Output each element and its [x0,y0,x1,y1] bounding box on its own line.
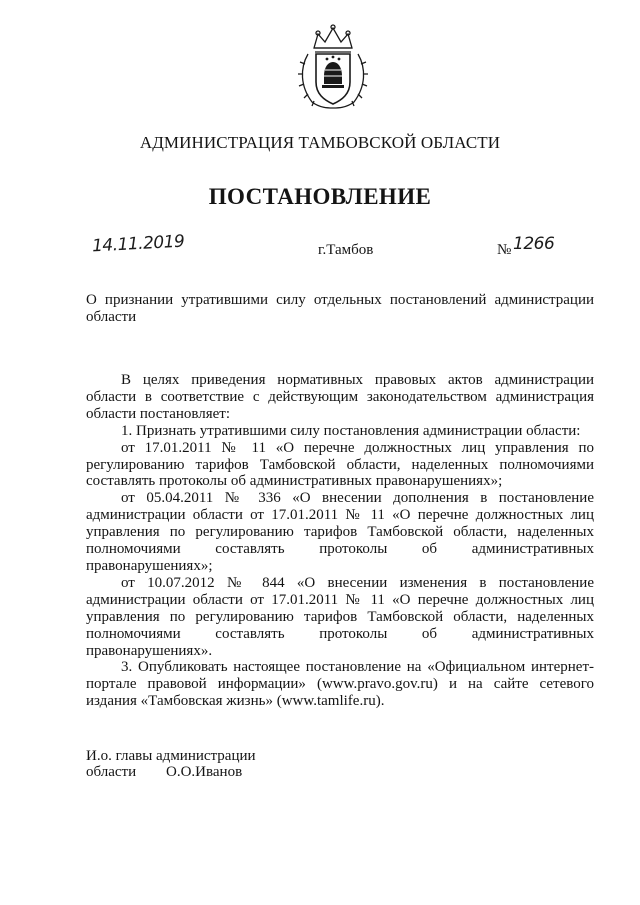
body-paragraph: 1. Признать утратившими силу постановления администрации области: [121,422,581,439]
signature-block [86,748,256,780]
body-paragraph: В целях приведения нормативных правовых актов администрации области в соответствие с действующим законодательством администрация области постановляет: [86,372,594,422]
organization-title: АДМИНИСТРАЦИЯ ТАМБОВСКОЙ ОБЛАСТИ [139,133,501,152]
coat-of-arms-icon [294,24,372,110]
body-paragraph: от 10.07.2012 № 844 «О внесении изменения в постановление администрации области от 17.01.2011 № 11 «О перечне должностных лиц управления по регулированию тарифов Тамбовской области, наделенных полномочиями составлять протоколы об административных правонарушениях». [86,574,594,659]
document-subject: О признании утратившими силу отдельных постановлений администрации области [86,292,594,325]
document-number-label: № [497,242,512,258]
body-paragraph: от 05.04.2011 № 336 «О внесении дополнения в постановление администрации области от 17.01.2011 № 11 «О перечне должностных лиц управления по регулированию тарифов Тамбовской области, наделенных полномочиями составлять протоколы об административных правонарушениях»; [86,490,594,574]
body-paragraph: от 17.01.2011 № 11 «О перечне должностных лиц управления по регулированию тарифов Тамбовской области, наделенных полномочиями составлять протоколы об административных правонарушениях»; [86,439,594,490]
body-paragraph: 3. Опубликовать настоящее постановление на «Официальном интернет-портале правовой информации» (www.pravo.gov.ru) и на сайте сетевого издания «Тамбовская жизнь» (www.tamlife.ru). [86,659,594,710]
signatory-name: О.О.Иванов [166,764,243,780]
document-number: 1266 [513,234,555,254]
document-date: 14.11.2019 [91,231,185,257]
document-type-heading: ПОСТАНОВЛЕНИЕ [208,184,432,209]
document-body [86,372,594,710]
document-city: г.Тамбов [318,242,374,258]
signatory-title: И.о. главы администрации [86,748,256,764]
signatory-org: области [86,764,137,780]
